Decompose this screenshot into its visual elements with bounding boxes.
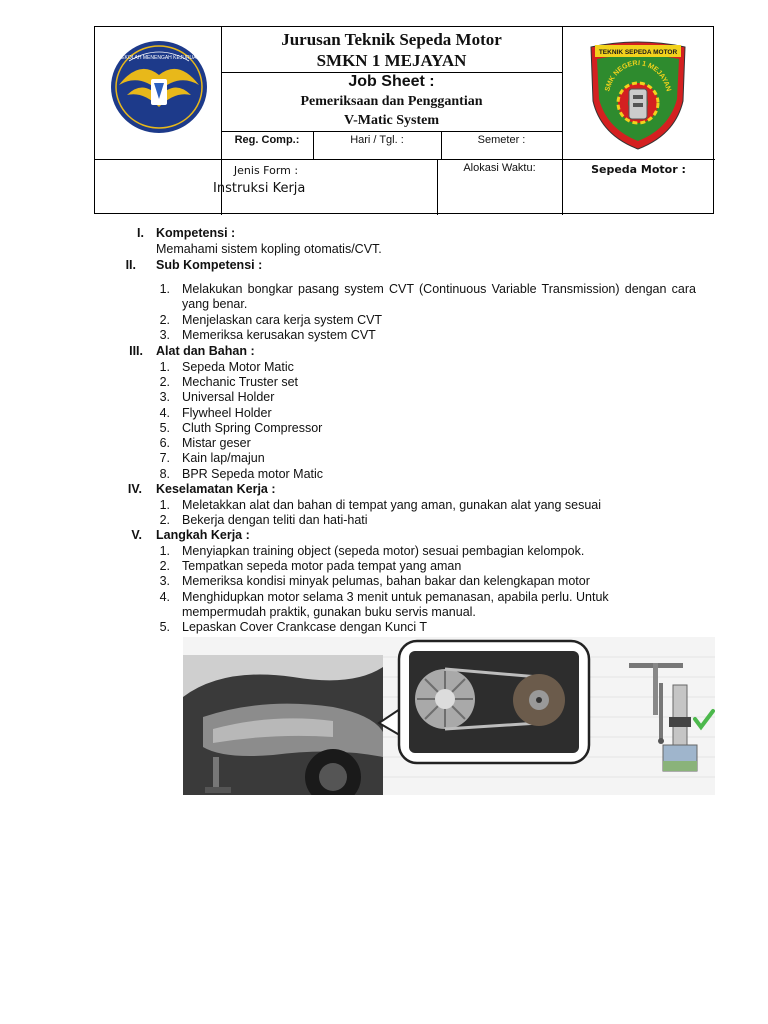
section-title-competence: Kompetensi : xyxy=(156,226,236,240)
form-type-value: Instruksi Kerja xyxy=(213,181,306,196)
job-subtitle-line2: V-Matic System xyxy=(344,113,439,128)
header-table xyxy=(94,26,714,214)
list-item: Memeriksa kerusakan system CVT xyxy=(182,328,376,342)
list-item: Cluth Spring Compressor xyxy=(182,421,323,435)
list-item: Lepaskan Cover Crankcase dengan Kunci T xyxy=(182,620,428,634)
list-item: Tempatkan sepeda motor pada tempat yang aman xyxy=(182,559,462,573)
list-item: Kain lap/majun xyxy=(182,451,265,465)
section-number: III. xyxy=(129,344,143,358)
list-number: 1. xyxy=(159,282,170,296)
semester-label: Semeter : xyxy=(477,134,526,146)
section-title-tools: Alat dan Bahan : xyxy=(156,344,255,358)
school-name: SMKN 1 MEJAYAN xyxy=(316,51,467,70)
emblem-text: SEKOLAH MENENGAH KEJURUAN xyxy=(117,55,201,61)
list-number: 4. xyxy=(159,406,170,420)
reg-comp-label: Reg. Comp.: xyxy=(234,134,300,146)
divider xyxy=(221,131,562,132)
list-item: Mistar geser xyxy=(182,436,251,450)
list-item: Sepeda Motor Matic xyxy=(182,360,294,374)
list-item: BPR Sepeda motor Matic xyxy=(182,467,324,481)
list-item: Memeriksa kondisi minyak pelumas, bahan bakar dan kelengkapan motor xyxy=(182,574,590,588)
list-number: 5. xyxy=(159,421,170,435)
list-number: 1. xyxy=(159,360,170,374)
list-number: 8. xyxy=(159,467,170,481)
list-item: Universal Holder xyxy=(182,390,275,404)
divider xyxy=(95,159,715,160)
badge-arc-text: SMK NEGERI 1 MEJAYAN xyxy=(604,59,672,93)
list-item: Menyiapkan training object (sepeda motor) sesuai pembagian kelompok. xyxy=(182,544,585,558)
list-number: 3. xyxy=(159,328,170,342)
scooter-photo xyxy=(183,655,383,795)
cvt-closeup-callout xyxy=(379,641,589,763)
list-item: Meletakkan alat dan bahan di tempat yang aman, gunakan alat yang sesuai xyxy=(182,498,602,512)
cvt-cover-removal-illustration xyxy=(183,637,715,795)
list-item: Menghidupkan motor selama 3 menit untuk pemanasan, apabila perlu. Untuk mempermudah praktik, gunakan buku servis manual. xyxy=(182,590,609,619)
list-number: 3. xyxy=(159,390,170,404)
job-subtitle-line1: Pemeriksaan dan Penggantian xyxy=(300,94,483,109)
time-allocation-label: Alokasi Waktu: xyxy=(463,162,536,174)
competence-text: Memahami sistem kopling otomatis/CVT. xyxy=(156,242,382,256)
list-number: 3. xyxy=(159,574,170,588)
list-number: 1. xyxy=(159,498,170,512)
list-number: 6. xyxy=(159,436,170,450)
section-number: V. xyxy=(131,528,142,542)
section-title-sub-competence: Sub Kompetensi : xyxy=(156,258,263,272)
list-number: 2. xyxy=(159,375,170,389)
section-title-steps: Langkah Kerja : xyxy=(156,528,250,542)
date-label: Hari / Tgl. : xyxy=(350,134,404,146)
section-number: IV. xyxy=(127,482,142,496)
list-number: 4. xyxy=(159,590,170,604)
list-number: 2. xyxy=(159,313,170,327)
list-number: 2. xyxy=(159,559,170,573)
divider xyxy=(562,27,563,215)
form-type-label: Jenis Form : xyxy=(233,164,299,177)
list-item: Flywheel Holder xyxy=(182,406,272,420)
list-number: 2. xyxy=(159,513,170,527)
list-number: 1. xyxy=(159,544,170,558)
job-sheet-heading: Job Sheet : xyxy=(348,73,435,90)
list-number: 5. xyxy=(159,620,170,634)
motorcycle-label: Sepeda Motor : xyxy=(591,163,686,176)
list-item: Melakukan bongkar pasang system CVT (Continuous Variable Transmission) dengan cara yang benar. xyxy=(182,282,696,311)
list-number: 7. xyxy=(159,451,170,465)
section-number: I. xyxy=(137,226,144,240)
list-item: Bekerja dengan teliti dan hati-hati xyxy=(182,513,368,527)
section-title-safety: Keselamatan Kerja : xyxy=(156,482,276,496)
department-badge-logo xyxy=(585,39,691,151)
school-emblem-logo xyxy=(109,39,209,135)
list-item: Mechanic Truster set xyxy=(182,375,299,389)
badge-top-text: TEKNIK SEPEDA MOTOR xyxy=(598,49,678,56)
department-title: Jurusan Teknik Sepeda Motor xyxy=(281,30,502,49)
section-number: II. xyxy=(125,258,136,272)
list-item: Menjelaskan cara kerja system CVT xyxy=(182,313,383,327)
